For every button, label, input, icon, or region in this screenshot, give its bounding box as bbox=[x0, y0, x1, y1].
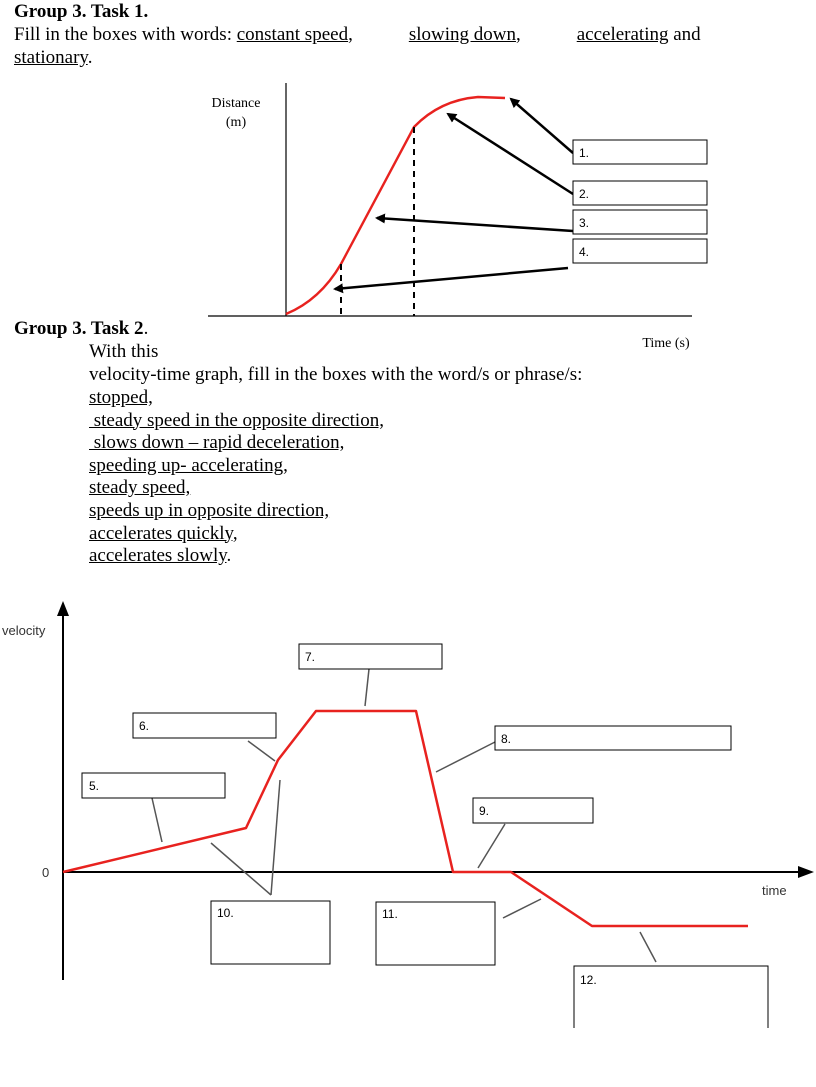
phrase-item: stopped, bbox=[89, 387, 153, 408]
dt-arrow-1 bbox=[511, 99, 573, 153]
answer-box-1-label: 1. bbox=[579, 146, 590, 160]
phrase-item: speeds up in opposite direction, bbox=[89, 499, 330, 521]
phrase-item: speeding up- accelerating, bbox=[89, 454, 288, 476]
answer-box-12[interactable] bbox=[574, 966, 768, 1028]
period: . bbox=[226, 545, 232, 567]
phrase-item: accelerates slowly bbox=[89, 545, 227, 567]
answer-box-4[interactable] bbox=[573, 239, 707, 263]
separator: , bbox=[515, 24, 521, 45]
instruction-prefix: Fill in the boxes with words: bbox=[14, 24, 237, 45]
word-slowing-down: slowing down bbox=[408, 24, 516, 45]
phrase-item: slows down – rapid deceleration, bbox=[89, 432, 345, 454]
dt-arrow-3 bbox=[377, 218, 573, 231]
phrase-item: steady speed in the opposite direction, bbox=[89, 409, 384, 431]
dt-x-label: Time (s) bbox=[642, 336, 690, 351]
answer-box-9[interactable] bbox=[473, 798, 593, 823]
answer-box-9-label: 9. bbox=[479, 804, 490, 818]
answer-box-8-label: 8. bbox=[501, 732, 512, 746]
task2-heading-text: Group 3. Task 2 bbox=[14, 318, 144, 339]
phrase-item: accelerates quickly, bbox=[89, 522, 238, 544]
answer-box-8[interactable] bbox=[495, 726, 731, 750]
distance-time-graph bbox=[208, 83, 707, 351]
answer-box-12-label: 12. bbox=[580, 973, 597, 987]
answer-box-4-label: 4. bbox=[579, 245, 590, 259]
word-stationary: stationary bbox=[14, 47, 88, 68]
vt-x-axis-arrowhead bbox=[798, 866, 814, 878]
dt-arrow-4 bbox=[335, 268, 568, 289]
vt-y-axis-arrowhead bbox=[57, 601, 69, 616]
dt-arrow-2 bbox=[448, 114, 573, 194]
velocity-time-graph bbox=[2, 601, 814, 1028]
word-accelerating: accelerating bbox=[576, 24, 669, 45]
answer-box-10-label: 10. bbox=[217, 906, 234, 920]
answer-box-3-label: 3. bbox=[579, 216, 590, 230]
answer-box-2-label: 2. bbox=[579, 187, 590, 201]
answer-box-7-label: 7. bbox=[305, 650, 316, 664]
dt-y-label-line2: (m) bbox=[225, 115, 247, 130]
task2-intro-line1: With this bbox=[89, 341, 159, 362]
answer-box-2[interactable] bbox=[573, 181, 707, 205]
dt-y-label-line1: Distance bbox=[211, 96, 261, 111]
answer-box-3[interactable] bbox=[573, 210, 707, 234]
answer-box-6-label: 6. bbox=[139, 719, 150, 733]
phrase-item: steady speed, bbox=[89, 477, 191, 499]
answer-box-5[interactable] bbox=[82, 773, 225, 798]
conjunction: and bbox=[668, 24, 701, 45]
period: . bbox=[143, 318, 149, 339]
answer-box-5-label: 5. bbox=[89, 779, 100, 793]
task1-heading: Group 3. Task 1. bbox=[14, 1, 149, 22]
task2-intro-line2: velocity-time graph, fill in the boxes with the word/s or phrase/s: bbox=[89, 364, 583, 385]
vt-y-label: velocity bbox=[2, 623, 46, 638]
vt-origin-label: 0 bbox=[42, 865, 50, 880]
period: . bbox=[87, 47, 93, 68]
answer-box-6[interactable] bbox=[133, 713, 276, 738]
answer-box-11-label: 11. bbox=[382, 907, 398, 921]
vt-x-label: time bbox=[762, 883, 787, 898]
word-constant-speed: constant speed bbox=[236, 24, 349, 45]
answer-box-1[interactable] bbox=[573, 140, 707, 164]
answer-box-7[interactable] bbox=[299, 644, 442, 669]
separator: , bbox=[348, 24, 353, 45]
